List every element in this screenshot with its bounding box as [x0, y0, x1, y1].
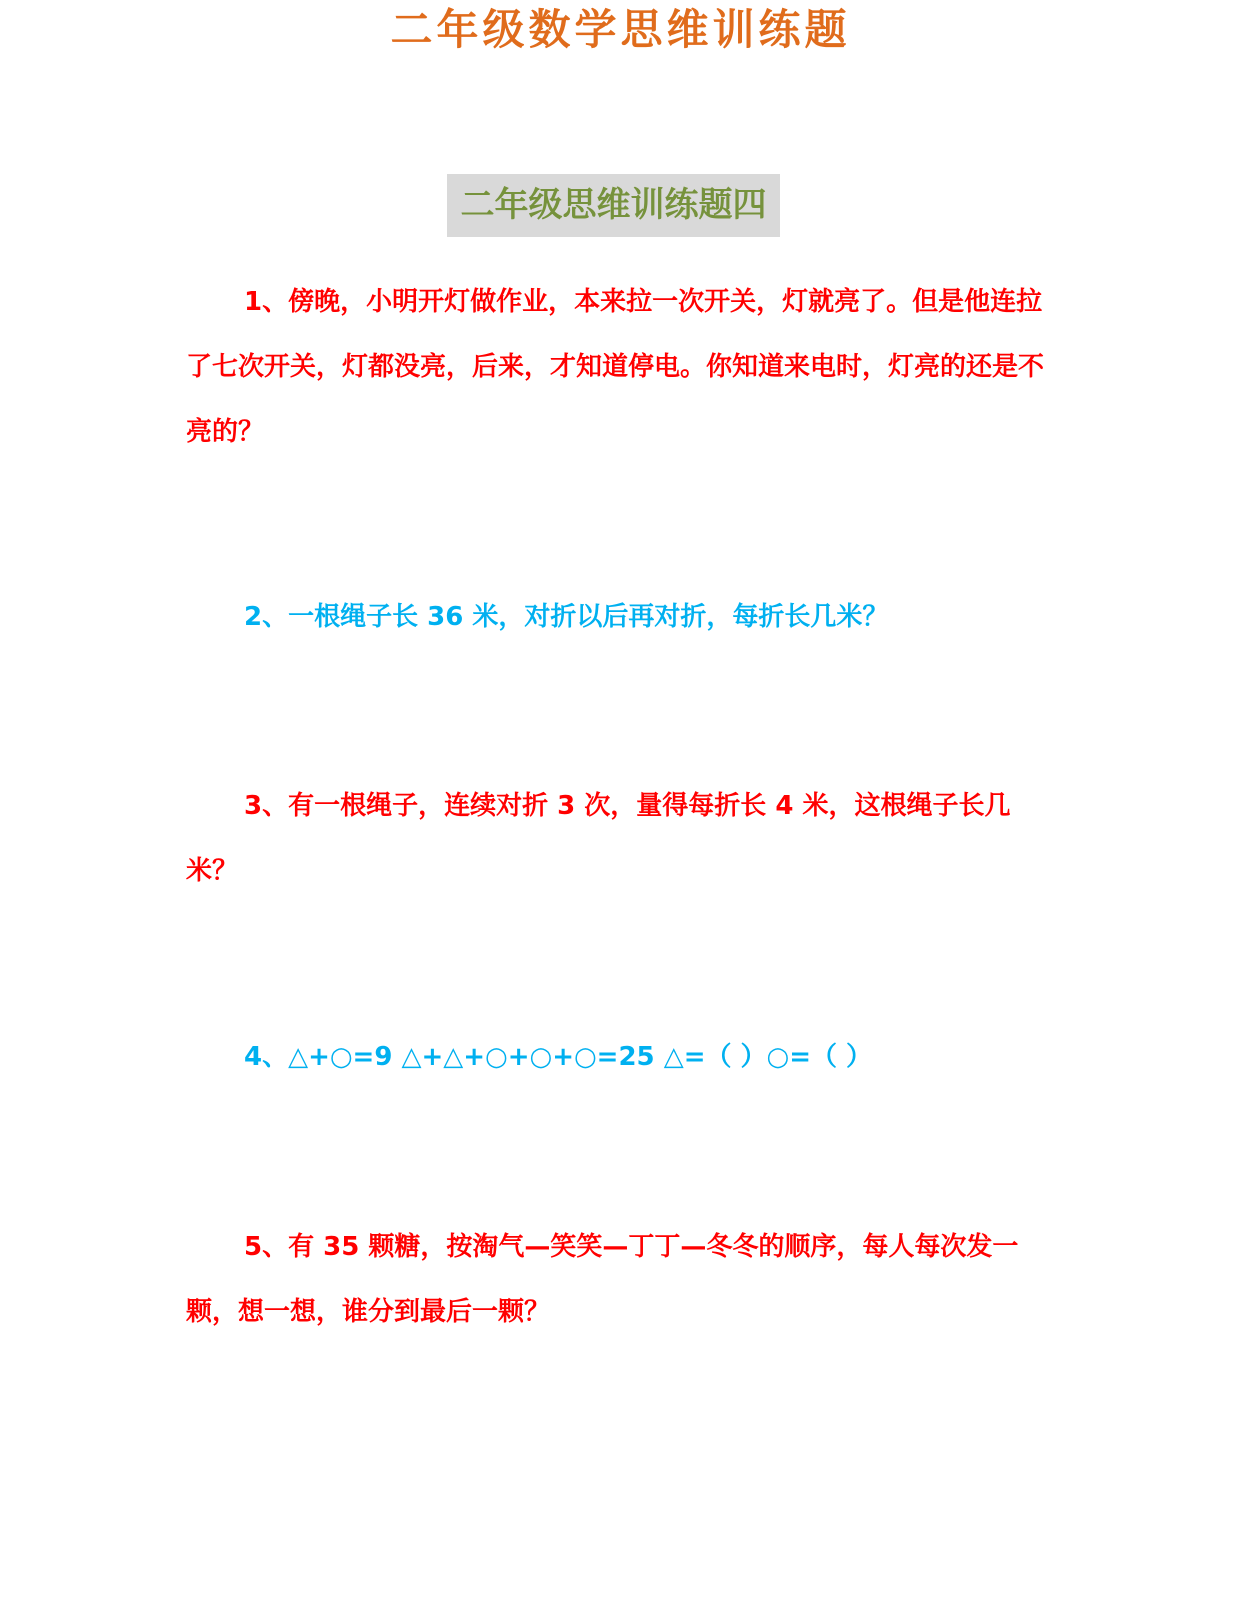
question-3: 3、有一根绳子，连续对折 3 次，量得每折长 4 米，这根绳子长几米？ — [186, 791, 1011, 886]
worksheet-title: 二年级思维训练题四 — [447, 174, 780, 237]
question-4: 4、△+○=9 △+△+○+○+○=25 △=（ ）○=（ ） — [244, 1042, 873, 1072]
question-2: 2、一根绳子长 36 米，对折以后再对折，每折长几米？ — [244, 602, 889, 632]
question-5: 5、有 35 颗糖，按淘气—笑笑—丁丁—冬冬的顺序，每人每次发一颗，想一想，谁分到最后一颗？ — [186, 1232, 1019, 1327]
page-header-title: 二年级数学思维训练题 — [390, 5, 851, 54]
question-1: 1、傍晚，小明开灯做作业，本来拉一次开关，灯就亮了。但是他连拉了七次开关，灯都没亮，后来，才知道停电。你知道来电时，灯亮的还是不亮的？ — [186, 287, 1045, 447]
